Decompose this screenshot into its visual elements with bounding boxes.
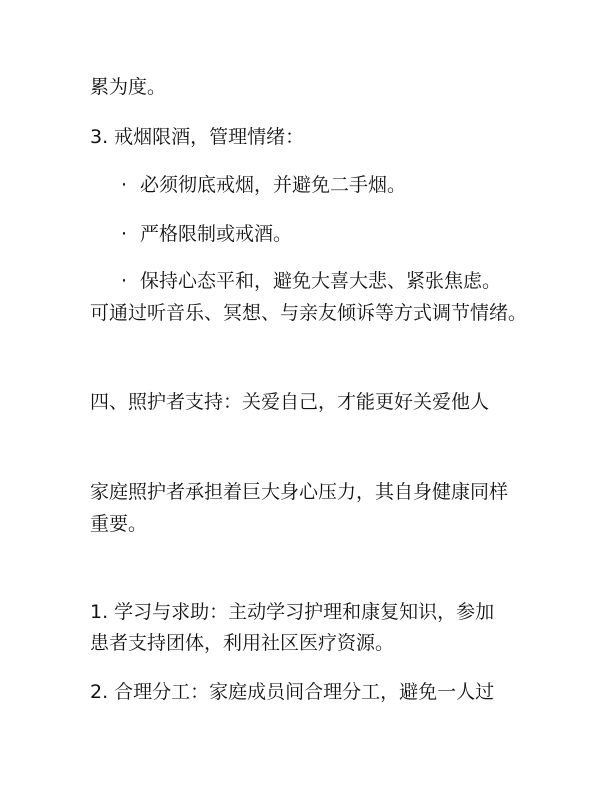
text-fragment-top: 累为度。	[90, 76, 167, 98]
caregiver-intro-line: 重要。	[90, 513, 148, 535]
bullet-continuation: 可通过听音乐、冥想、与亲友倾诉等方式调节情绪。	[90, 302, 528, 324]
bullet-text: 严格限制或戒酒。	[140, 223, 293, 245]
bullet-icon: ·	[121, 270, 128, 292]
list-item-2-line: 2. 合理分工：家庭成员间合理分工，避免一人过	[90, 681, 495, 703]
bullet-text: 必须彻底戒烟，并避免二手烟。	[140, 174, 407, 196]
list-item-1-line: 患者支持团体，利用社区医疗资源。	[90, 632, 395, 654]
section3-heading: 3. 戒烟限酒，管理情绪：	[90, 126, 305, 148]
bullet-text: 保持心态平和，避免大喜大悲、紧张焦虑。	[140, 270, 502, 292]
bullet-item	[121, 225, 292, 244]
section4-heading: 四、照护者支持：关爱自己，才能更好关爱他人	[90, 391, 490, 413]
list-item-1-line: 1. 学习与求助：主动学习护理和康复知识，参加	[90, 601, 495, 623]
bullet-icon: ·	[121, 223, 128, 245]
bullet-item	[121, 176, 406, 195]
bullet-item	[121, 272, 501, 291]
bullet-icon: ·	[121, 174, 128, 196]
caregiver-intro-line: 家庭照护者承担着巨大身心压力，其自身健康同样	[90, 481, 509, 503]
